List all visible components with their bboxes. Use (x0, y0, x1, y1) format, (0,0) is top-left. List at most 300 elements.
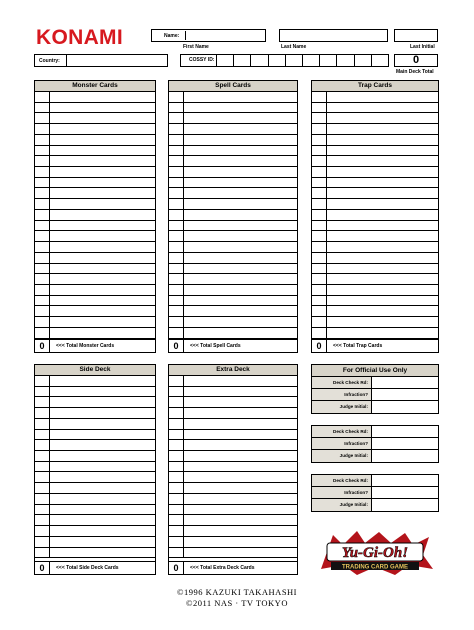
card-quantity-input[interactable] (35, 419, 50, 429)
card-name-input[interactable] (184, 548, 297, 558)
card-row (312, 124, 438, 135)
card-quantity-input[interactable] (35, 199, 50, 209)
card-row (169, 146, 297, 157)
card-row (35, 264, 155, 275)
card-row (312, 146, 438, 157)
card-name-input[interactable] (50, 264, 155, 274)
card-row (35, 451, 155, 462)
infraction-label: Infraction? (312, 389, 372, 400)
card-name-input[interactable] (184, 515, 297, 525)
cossy-digit[interactable] (320, 55, 337, 66)
card-name-input[interactable] (50, 188, 155, 198)
card-name-input[interactable] (50, 296, 155, 306)
card-quantity-input[interactable] (35, 264, 50, 274)
card-name-input[interactable] (50, 135, 155, 145)
trap-cards-title: Trap Cards (312, 81, 438, 92)
card-quantity-input[interactable] (35, 178, 50, 188)
card-name-input[interactable] (184, 440, 297, 450)
card-row (169, 113, 297, 124)
spell-cards-panel (168, 80, 298, 353)
card-quantity-input[interactable] (312, 317, 327, 327)
card-row (35, 103, 155, 114)
card-row (169, 178, 297, 189)
spell-total-value[interactable]: 0 (169, 340, 184, 352)
card-name-input[interactable] (327, 296, 438, 306)
deck-check-input[interactable] (372, 426, 438, 437)
card-name-input[interactable] (327, 199, 438, 209)
card-name-input[interactable] (327, 188, 438, 198)
card-quantity-input[interactable] (312, 199, 327, 209)
card-name-input[interactable] (184, 221, 297, 231)
card-quantity-input[interactable] (35, 548, 50, 558)
card-row (35, 231, 155, 242)
copyright-line-2: ©2011 NAS · TV TOKYO (186, 598, 288, 608)
card-name-input[interactable] (50, 178, 155, 188)
card-row (312, 253, 438, 264)
card-quantity-input[interactable] (35, 210, 50, 220)
card-quantity-input[interactable] (312, 296, 327, 306)
cossy-digit[interactable] (372, 55, 388, 66)
card-name-input[interactable] (50, 92, 155, 102)
card-name-input[interactable] (184, 430, 297, 440)
card-row (35, 274, 155, 285)
card-row (169, 103, 297, 114)
card-quantity-input[interactable] (35, 494, 50, 504)
card-quantity-input[interactable] (169, 387, 184, 397)
infraction-label: Infraction? (312, 487, 372, 498)
side-deck-panel (34, 364, 156, 575)
card-name-input[interactable] (184, 483, 297, 493)
card-quantity-input[interactable] (35, 408, 50, 418)
card-name-input[interactable] (50, 408, 155, 418)
card-row (35, 440, 155, 451)
card-quantity-input[interactable] (169, 526, 184, 536)
card-name-input[interactable] (50, 430, 155, 440)
card-quantity-input[interactable] (312, 221, 327, 231)
card-quantity-input[interactable] (35, 451, 50, 461)
main-deck-total[interactable]: 0 (394, 54, 438, 67)
judge-initial-input[interactable] (372, 401, 438, 413)
monster-total-row (35, 339, 155, 352)
first-name-input[interactable] (185, 31, 265, 40)
card-quantity-input[interactable] (35, 296, 50, 306)
card-name-input[interactable] (327, 167, 438, 177)
card-name-input[interactable] (50, 526, 155, 536)
card-row (35, 188, 155, 199)
card-name-input[interactable] (327, 242, 438, 252)
card-quantity-input[interactable] (312, 242, 327, 252)
card-quantity-input[interactable] (169, 242, 184, 252)
card-quantity-input[interactable] (35, 462, 50, 472)
card-quantity-input[interactable] (35, 317, 50, 327)
card-quantity-input[interactable] (169, 210, 184, 220)
card-name-input[interactable] (184, 253, 297, 263)
judge-initial-label: Judge Initial: (312, 499, 372, 511)
card-quantity-input[interactable] (169, 156, 184, 166)
card-quantity-input[interactable] (35, 156, 50, 166)
card-row (35, 494, 155, 505)
card-name-input[interactable] (184, 231, 297, 241)
card-name-input[interactable] (184, 296, 297, 306)
card-name-input[interactable] (327, 221, 438, 231)
card-name-input[interactable] (327, 92, 438, 102)
card-row (35, 430, 155, 441)
card-row (169, 274, 297, 285)
card-row (169, 430, 297, 441)
card-quantity-input[interactable] (169, 92, 184, 102)
card-name-input[interactable] (184, 408, 297, 418)
card-quantity-input[interactable] (35, 515, 50, 525)
card-quantity-input[interactable] (312, 167, 327, 177)
card-quantity-input[interactable] (312, 306, 327, 316)
extra-deck-title: Extra Deck (169, 365, 297, 376)
card-row (169, 408, 297, 419)
card-row (169, 199, 297, 210)
card-quantity-input[interactable] (169, 103, 184, 113)
card-row (35, 242, 155, 253)
card-quantity-input[interactable] (312, 113, 327, 123)
card-quantity-input[interactable] (35, 92, 50, 102)
card-quantity-input[interactable] (169, 306, 184, 316)
card-quantity-input[interactable] (169, 113, 184, 123)
card-quantity-input[interactable] (312, 135, 327, 145)
card-quantity-input[interactable] (169, 135, 184, 145)
card-row (35, 167, 155, 178)
card-quantity-input[interactable] (35, 274, 50, 284)
card-row (35, 408, 155, 419)
card-name-input[interactable] (184, 146, 297, 156)
card-quantity-input[interactable] (169, 537, 184, 547)
card-quantity-input[interactable] (35, 285, 50, 295)
cossy-digit[interactable] (269, 55, 286, 66)
deck-check-input[interactable] (372, 475, 438, 486)
card-row (169, 285, 297, 296)
card-name-input[interactable] (327, 253, 438, 263)
card-quantity-input[interactable] (169, 548, 184, 558)
card-name-input[interactable] (184, 210, 297, 220)
country-field[interactable] (34, 54, 168, 67)
card-name-input[interactable] (184, 472, 297, 482)
card-quantity-input[interactable] (35, 188, 50, 198)
card-quantity-input[interactable] (169, 221, 184, 231)
card-name-input[interactable] (184, 451, 297, 461)
card-name-input[interactable] (50, 483, 155, 493)
card-name-input[interactable] (184, 505, 297, 515)
card-name-input[interactable] (327, 156, 438, 166)
card-quantity-input[interactable] (169, 178, 184, 188)
card-name-input[interactable] (184, 285, 297, 295)
infraction-input[interactable] (372, 389, 438, 400)
card-name-input[interactable] (184, 264, 297, 274)
card-quantity-input[interactable] (169, 515, 184, 525)
card-quantity-input[interactable] (169, 397, 184, 407)
side-total-label: <<< Total Side Deck Cards (56, 565, 119, 571)
card-quantity-input[interactable] (169, 451, 184, 461)
card-name-input[interactable] (50, 451, 155, 461)
extra-total-row (169, 561, 297, 574)
card-quantity-input[interactable] (169, 505, 184, 515)
card-name-input[interactable] (327, 103, 438, 113)
card-name-input[interactable] (327, 146, 438, 156)
card-row (312, 135, 438, 146)
yugioh-logo-subtitle: TRADING CARD GAME (342, 564, 408, 571)
card-quantity-input[interactable] (312, 103, 327, 113)
card-name-input[interactable] (184, 494, 297, 504)
card-name-input[interactable] (50, 156, 155, 166)
card-quantity-input[interactable] (35, 242, 50, 252)
card-name-input[interactable] (327, 178, 438, 188)
monster-cards-title: Monster Cards (35, 81, 155, 92)
card-quantity-input[interactable] (169, 264, 184, 274)
card-name-input[interactable] (184, 167, 297, 177)
card-quantity-input[interactable] (169, 188, 184, 198)
card-name-input[interactable] (50, 472, 155, 482)
card-quantity-input[interactable] (35, 472, 50, 482)
card-name-input[interactable] (50, 285, 155, 295)
card-name-input[interactable] (50, 274, 155, 284)
card-name-input[interactable] (184, 317, 297, 327)
card-quantity-input[interactable] (169, 231, 184, 241)
card-name-input[interactable] (50, 242, 155, 252)
card-quantity-input[interactable] (169, 124, 184, 134)
card-quantity-input[interactable] (35, 483, 50, 493)
official-group-2 (311, 425, 439, 463)
card-quantity-input[interactable] (35, 253, 50, 263)
card-name-input[interactable] (327, 231, 438, 241)
card-name-input[interactable] (50, 440, 155, 450)
card-name-input[interactable] (184, 419, 297, 429)
card-name-input[interactable] (50, 103, 155, 113)
card-row (312, 317, 438, 328)
card-quantity-input[interactable] (169, 296, 184, 306)
card-row (169, 526, 297, 537)
card-name-input[interactable] (50, 505, 155, 515)
card-quantity-input[interactable] (169, 483, 184, 493)
card-name-input[interactable] (184, 462, 297, 472)
card-quantity-input[interactable] (35, 231, 50, 241)
card-row (312, 178, 438, 189)
card-row (35, 317, 155, 328)
card-quantity-input[interactable] (169, 199, 184, 209)
card-row (169, 221, 297, 232)
card-name-input[interactable] (184, 199, 297, 209)
card-quantity-input[interactable] (169, 472, 184, 482)
card-name-input[interactable] (50, 462, 155, 472)
card-quantity-input[interactable] (169, 167, 184, 177)
card-name-input[interactable] (50, 306, 155, 316)
card-quantity-input[interactable] (35, 376, 50, 386)
card-name-input[interactable] (184, 103, 297, 113)
card-quantity-input[interactable] (312, 124, 327, 134)
card-name-input[interactable] (327, 113, 438, 123)
trap-total-value[interactable]: 0 (312, 340, 327, 352)
card-quantity-input[interactable] (169, 274, 184, 284)
card-quantity-input[interactable] (169, 408, 184, 418)
extra-total-label: <<< Total Extra Deck Cards (190, 565, 255, 571)
deck-check-input[interactable] (372, 377, 438, 388)
card-quantity-input[interactable] (312, 210, 327, 220)
judge-initial-label: Judge Initial: (312, 401, 372, 413)
card-quantity-input[interactable] (312, 285, 327, 295)
card-name-input[interactable] (50, 199, 155, 209)
card-name-input[interactable] (327, 210, 438, 220)
card-name-input[interactable] (327, 274, 438, 284)
card-name-input[interactable] (184, 92, 297, 102)
card-name-input[interactable] (184, 526, 297, 536)
card-name-input[interactable] (184, 135, 297, 145)
card-quantity-input[interactable] (35, 124, 50, 134)
card-row (35, 376, 155, 387)
card-quantity-input[interactable] (312, 92, 327, 102)
card-quantity-input[interactable] (169, 419, 184, 429)
judge-initial-input[interactable] (372, 499, 438, 511)
card-quantity-input[interactable] (312, 156, 327, 166)
card-quantity-input[interactable] (35, 505, 50, 515)
card-quantity-input[interactable] (35, 397, 50, 407)
card-row (35, 462, 155, 473)
last-name-input[interactable] (279, 29, 388, 42)
last-initial-input[interactable] (394, 29, 438, 42)
card-quantity-input[interactable] (169, 328, 184, 338)
card-name-input[interactable] (327, 135, 438, 145)
card-name-input[interactable] (327, 317, 438, 327)
card-quantity-input[interactable] (35, 526, 50, 536)
cossy-digit[interactable] (234, 55, 251, 66)
card-quantity-input[interactable] (312, 188, 327, 198)
card-row (35, 253, 155, 264)
card-quantity-input[interactable] (312, 328, 327, 338)
cossy-digit[interactable] (303, 55, 320, 66)
card-row (169, 135, 297, 146)
card-name-input[interactable] (50, 537, 155, 547)
card-quantity-input[interactable] (169, 317, 184, 327)
card-name-input[interactable] (184, 274, 297, 284)
card-name-input[interactable] (184, 113, 297, 123)
card-name-input[interactable] (184, 387, 297, 397)
card-quantity-input[interactable] (312, 231, 327, 241)
card-row (35, 515, 155, 526)
card-name-input[interactable] (50, 253, 155, 263)
card-quantity-input[interactable] (169, 253, 184, 263)
card-name-input[interactable] (50, 221, 155, 231)
card-quantity-input[interactable] (35, 135, 50, 145)
card-name-input[interactable] (50, 210, 155, 220)
card-quantity-input[interactable] (35, 113, 50, 123)
card-name-input[interactable] (50, 231, 155, 241)
infraction-input[interactable] (372, 487, 438, 498)
card-name-input[interactable] (184, 156, 297, 166)
card-name-input[interactable] (327, 306, 438, 316)
card-name-input[interactable] (327, 285, 438, 295)
card-name-input[interactable] (184, 376, 297, 386)
judge-initial-input[interactable] (372, 450, 438, 462)
card-quantity-input[interactable] (169, 376, 184, 386)
cossy-digit[interactable] (217, 55, 234, 66)
card-quantity-input[interactable] (312, 178, 327, 188)
card-name-input[interactable] (327, 328, 438, 338)
official-use-title: For Official Use Only (312, 365, 438, 377)
card-row (169, 231, 297, 242)
card-quantity-input[interactable] (35, 167, 50, 177)
card-quantity-input[interactable] (312, 146, 327, 156)
card-row (169, 296, 297, 307)
card-name-input[interactable] (50, 515, 155, 525)
cossy-digit[interactable] (337, 55, 354, 66)
card-row (35, 306, 155, 317)
card-name-input[interactable] (50, 113, 155, 123)
card-quantity-input[interactable] (312, 264, 327, 274)
card-name-input[interactable] (184, 178, 297, 188)
infraction-input[interactable] (372, 438, 438, 449)
card-row (169, 472, 297, 483)
card-name-input[interactable] (184, 397, 297, 407)
card-quantity-input[interactable] (169, 285, 184, 295)
cossy-field[interactable] (180, 54, 389, 67)
card-name-input[interactable] (50, 328, 155, 338)
card-quantity-input[interactable] (35, 328, 50, 338)
card-quantity-input[interactable] (312, 253, 327, 263)
card-name-input[interactable] (50, 317, 155, 327)
card-name-input[interactable] (184, 242, 297, 252)
name-field[interactable] (151, 29, 266, 42)
card-quantity-input[interactable] (169, 462, 184, 472)
card-name-input[interactable] (50, 397, 155, 407)
card-name-input[interactable] (50, 548, 155, 558)
card-name-input[interactable] (50, 146, 155, 156)
monster-cards-panel (34, 80, 156, 353)
card-row (35, 296, 155, 307)
cossy-digit[interactable] (251, 55, 268, 66)
card-name-input[interactable] (50, 124, 155, 134)
extra-total-value[interactable]: 0 (169, 562, 184, 574)
card-quantity-input[interactable] (35, 306, 50, 316)
card-name-input[interactable] (50, 494, 155, 504)
card-name-input[interactable] (50, 387, 155, 397)
card-quantity-input[interactable] (169, 494, 184, 504)
card-quantity-input[interactable] (35, 440, 50, 450)
card-row (169, 515, 297, 526)
card-name-input[interactable] (184, 306, 297, 316)
card-name-input[interactable] (50, 419, 155, 429)
card-name-input[interactable] (327, 264, 438, 274)
card-name-input[interactable] (184, 124, 297, 134)
card-quantity-input[interactable] (169, 430, 184, 440)
card-name-input[interactable] (184, 188, 297, 198)
yugioh-logo (313, 529, 437, 577)
card-quantity-input[interactable] (35, 537, 50, 547)
country-input[interactable] (66, 55, 167, 66)
card-name-input[interactable] (327, 124, 438, 134)
card-quantity-input[interactable] (35, 221, 50, 231)
card-name-input[interactable] (184, 328, 297, 338)
card-quantity-input[interactable] (35, 103, 50, 113)
card-quantity-input[interactable] (35, 430, 50, 440)
spell-cards-title: Spell Cards (169, 81, 297, 92)
card-quantity-input[interactable] (169, 146, 184, 156)
card-quantity-input[interactable] (169, 440, 184, 450)
monster-total-value[interactable]: 0 (35, 340, 50, 352)
cossy-digit[interactable] (355, 55, 372, 66)
card-row (312, 285, 438, 296)
card-quantity-input[interactable] (35, 387, 50, 397)
card-name-input[interactable] (50, 376, 155, 386)
side-total-value[interactable]: 0 (35, 562, 50, 574)
card-quantity-input[interactable] (35, 146, 50, 156)
card-quantity-input[interactable] (312, 274, 327, 284)
card-name-input[interactable] (184, 537, 297, 547)
card-name-input[interactable] (50, 167, 155, 177)
cossy-digit[interactable] (286, 55, 303, 66)
